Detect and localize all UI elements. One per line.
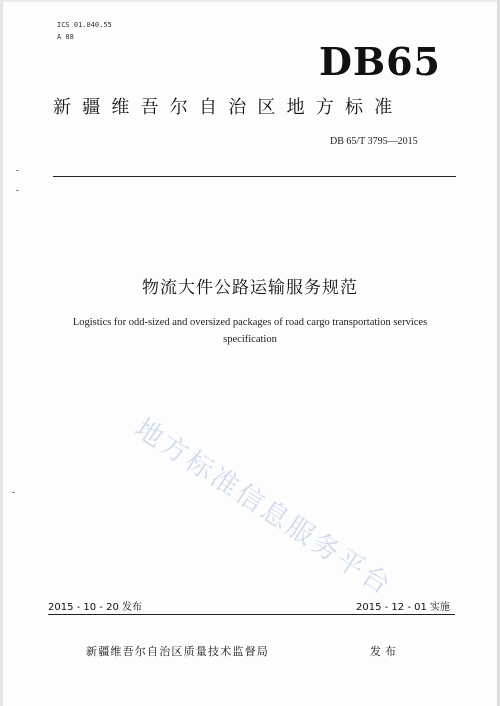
standard-code: DB 65/T 3795—2015: [330, 136, 418, 147]
watermark-text: 地方标准信息服务平台: [129, 412, 398, 603]
standard-mark: DB65: [319, 39, 441, 84]
classification-code: A 88: [57, 33, 74, 41]
document-title-cn: 物流大件公路运输服务规范: [142, 278, 358, 298]
scan-mark: [12, 492, 15, 493]
scan-mark: [16, 170, 19, 171]
document-title-en-line1: Logistics for odd-sized and oversized packages of road cargo transportation services: [72, 317, 428, 328]
issuer: 新疆维吾尔自治区质量技术监督局: [86, 645, 269, 658]
page-edge-top: [0, 0, 500, 2]
document-title-en: [40, 314, 460, 348]
page-edge-left: [0, 0, 3, 706]
ics-code: ICS 01.040.55: [57, 21, 112, 29]
header-rule: [53, 176, 456, 177]
standard-type-title: 新疆维吾尔自治区地方标准: [53, 97, 404, 118]
footer-rule: [48, 614, 455, 615]
issue-word: 发布: [370, 645, 400, 658]
implement-date: 2015 - 12 - 01 实施: [356, 602, 451, 613]
scan-mark: [16, 190, 19, 191]
document-title-en-line2: specification: [223, 334, 277, 345]
issue-date: 2015 - 10 - 20 发布: [48, 602, 143, 613]
